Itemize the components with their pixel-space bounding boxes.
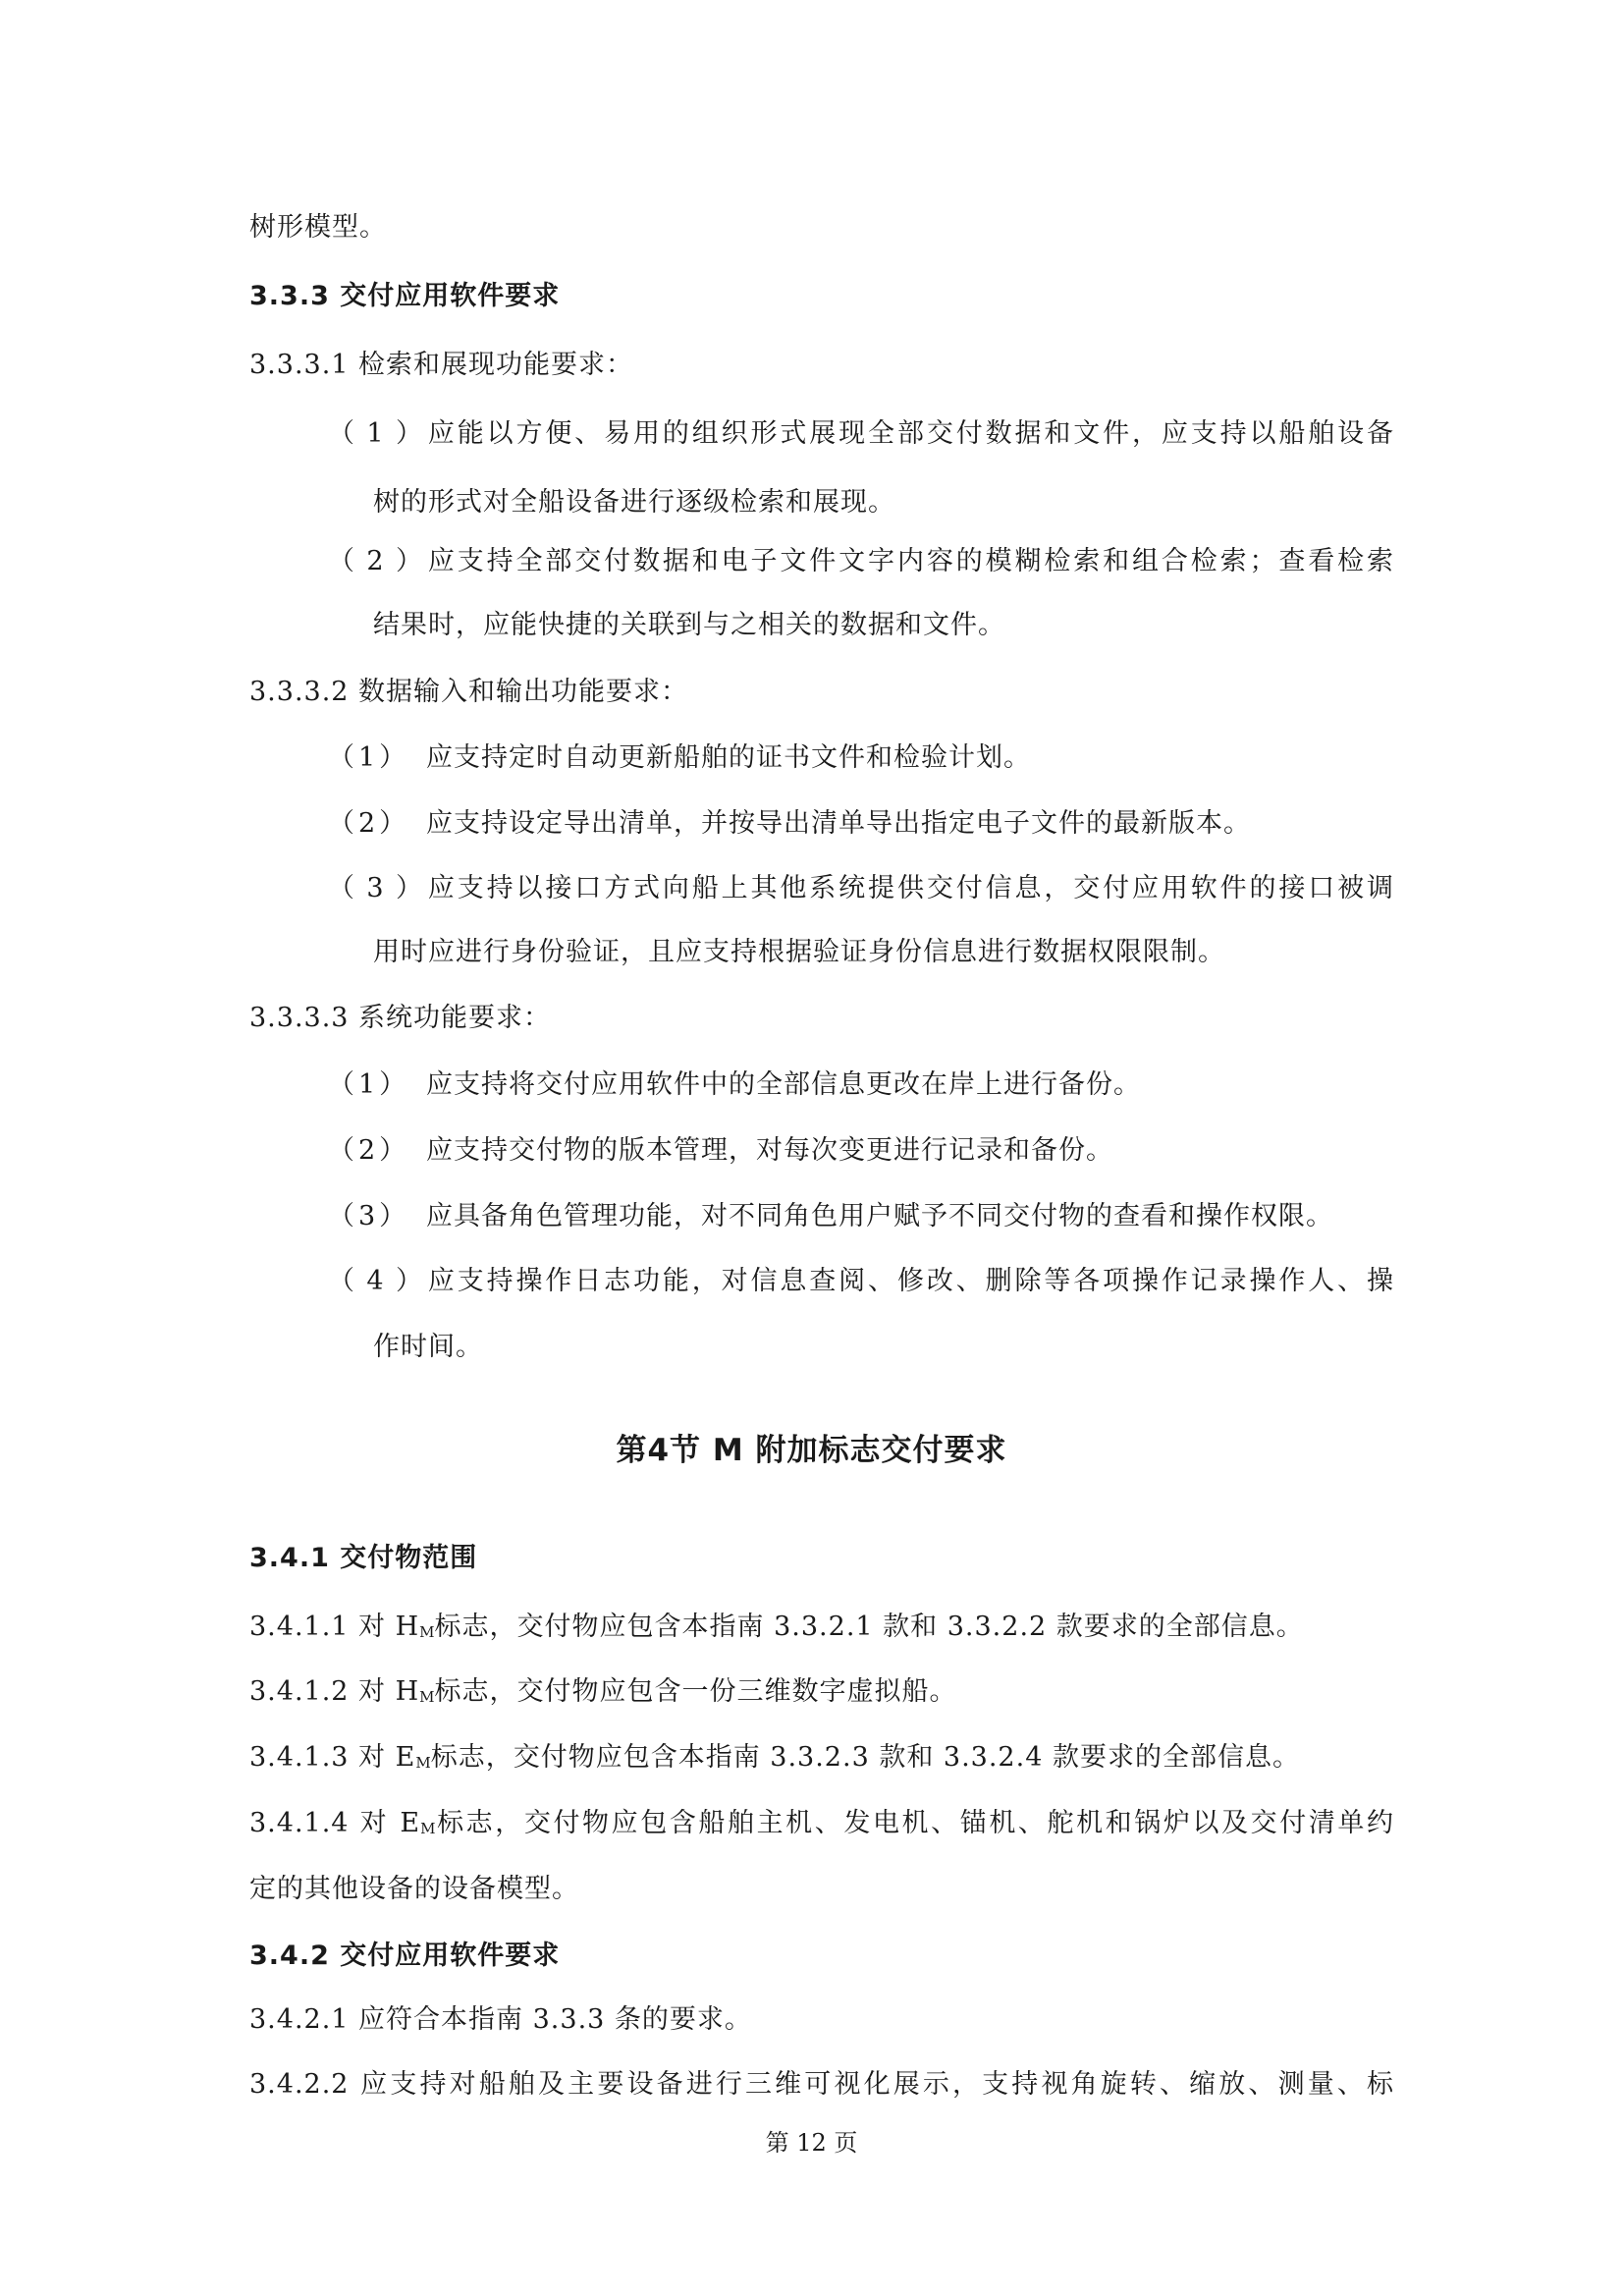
subscript: M bbox=[415, 1754, 431, 1772]
list-item bbox=[328, 1200, 1333, 1233]
list-item bbox=[328, 417, 1394, 451]
list-text: 应支持定时自动更新船舶的证书文件和检验计划。 bbox=[426, 742, 1031, 773]
list-text: 应支持全部交付数据和电子文件文字内容的模糊检索和组合检索；查看检索 bbox=[426, 546, 1394, 576]
list-text: 应支持以接口方式向船上其他系统提供交付信息，交付应用软件的接口被调 bbox=[426, 873, 1394, 903]
list-text: 应支持设定导出清单，并按导出清单导出指定电子文件的最新版本。 bbox=[426, 808, 1251, 839]
clause-text: 标志，交付物应包含本指南 3.3.2.3 款和 3.3.2.4 款要求的全部信息。 bbox=[430, 1742, 1300, 1773]
list-item bbox=[328, 1265, 1394, 1298]
clause-text: 标志，交付物应包含本指南 3.3.2.1 款和 3.3.2.2 款要求的全部信息。 bbox=[434, 1612, 1304, 1642]
clause-3-4-2-2: 3.4.2.2 应支持对船舶及主要设备进行三维可视化展示，支持视角旋转、缩放、测量、标 bbox=[249, 2069, 1394, 2100]
clause-3-4-1-1 bbox=[249, 1611, 1304, 1649]
list-number: （1） bbox=[328, 1069, 410, 1100]
list-number: （1） bbox=[328, 418, 426, 449]
clause-text: 标志，交付物应包含船舶主机、发电机、锚机、舵机和锅炉以及交付清单约 bbox=[435, 1808, 1395, 1838]
list-continuation: 用时应进行身份验证，且应支持根据验证身份信息进行数据权限限制。 bbox=[373, 937, 1225, 967]
list-number: （1） bbox=[328, 742, 410, 773]
section-heading-3-4-2: 3.4.2 交付应用软件要求 bbox=[249, 1941, 561, 1971]
list-continuation: 作时间。 bbox=[373, 1332, 483, 1362]
subscript: M bbox=[419, 1688, 435, 1706]
list-text: 应支持交付物的版本管理，对每次变更进行记录和备份。 bbox=[426, 1135, 1113, 1166]
list-continuation: 结果时，应能快捷的关联到与之相关的数据和文件。 bbox=[373, 610, 1005, 640]
list-number: （2） bbox=[328, 546, 426, 576]
list-number: （3） bbox=[328, 1201, 410, 1231]
clause-3-4-1-4 bbox=[249, 1807, 1394, 1845]
clause-text: 标志，交付物应包含一份三维数字虚拟船。 bbox=[434, 1676, 957, 1707]
list-text: 应能以方便、易用的组织形式展现全部交付数据和文件，应支持以船舶设备 bbox=[426, 418, 1394, 449]
page-number-footer: 第 12 页 bbox=[765, 2129, 858, 2157]
list-item bbox=[328, 1068, 1141, 1102]
list-text: 应支持操作日志功能，对信息查阅、修改、删除等各项操作记录操作人、操 bbox=[426, 1266, 1394, 1296]
clause-lead: 3.4.1.2 对 H bbox=[249, 1676, 420, 1707]
section-heading-3-3-3: 3.3.3 交付应用软件要求 bbox=[249, 281, 561, 311]
section-heading-3-4-1: 3.4.1 交付物范围 bbox=[249, 1543, 478, 1573]
clause-3-3-3-2: 3.3.3.2 数据输入和输出功能要求： bbox=[249, 677, 689, 707]
clause-3-4-1-3 bbox=[249, 1741, 1300, 1779]
list-item bbox=[328, 872, 1394, 905]
section-title-4: 第4节 M 附加标志交付要求 bbox=[616, 1433, 1007, 1468]
clause-lead: 3.4.1.3 对 E bbox=[249, 1742, 416, 1773]
list-item bbox=[328, 1134, 1113, 1168]
list-number: （4） bbox=[328, 1266, 426, 1296]
clause-3-3-3-1: 3.3.3.1 检索和展现功能要求： bbox=[249, 350, 634, 380]
list-text: 应支持将交付应用软件中的全部信息更改在岸上进行备份。 bbox=[426, 1069, 1141, 1100]
list-number: （3） bbox=[328, 873, 426, 903]
list-text: 应具备角色管理功能，对不同角色用户赋予不同交付物的查看和操作权限。 bbox=[426, 1201, 1333, 1231]
clause-continuation: 定的其他设备的设备模型。 bbox=[249, 1874, 579, 1904]
list-item bbox=[328, 741, 1031, 775]
subscript: M bbox=[419, 1623, 435, 1641]
clause-3-3-3-3: 3.3.3.3 系统功能要求： bbox=[249, 1003, 552, 1033]
body-line: 树形模型。 bbox=[249, 212, 387, 243]
subscript: M bbox=[420, 1820, 436, 1837]
clause-3-4-2-1: 3.4.2.1 应符合本指南 3.3.3 条的要求。 bbox=[249, 2004, 752, 2035]
clause-lead: 3.4.1.4 对 E bbox=[249, 1808, 421, 1838]
list-item bbox=[328, 807, 1251, 841]
list-number: （2） bbox=[328, 1135, 410, 1166]
clause-lead: 3.4.1.1 对 H bbox=[249, 1612, 420, 1642]
list-continuation: 树的形式对全船设备进行逐级检索和展现。 bbox=[373, 487, 895, 518]
list-number: （2） bbox=[328, 808, 410, 839]
clause-3-4-1-2 bbox=[249, 1675, 957, 1714]
list-item bbox=[328, 545, 1394, 578]
